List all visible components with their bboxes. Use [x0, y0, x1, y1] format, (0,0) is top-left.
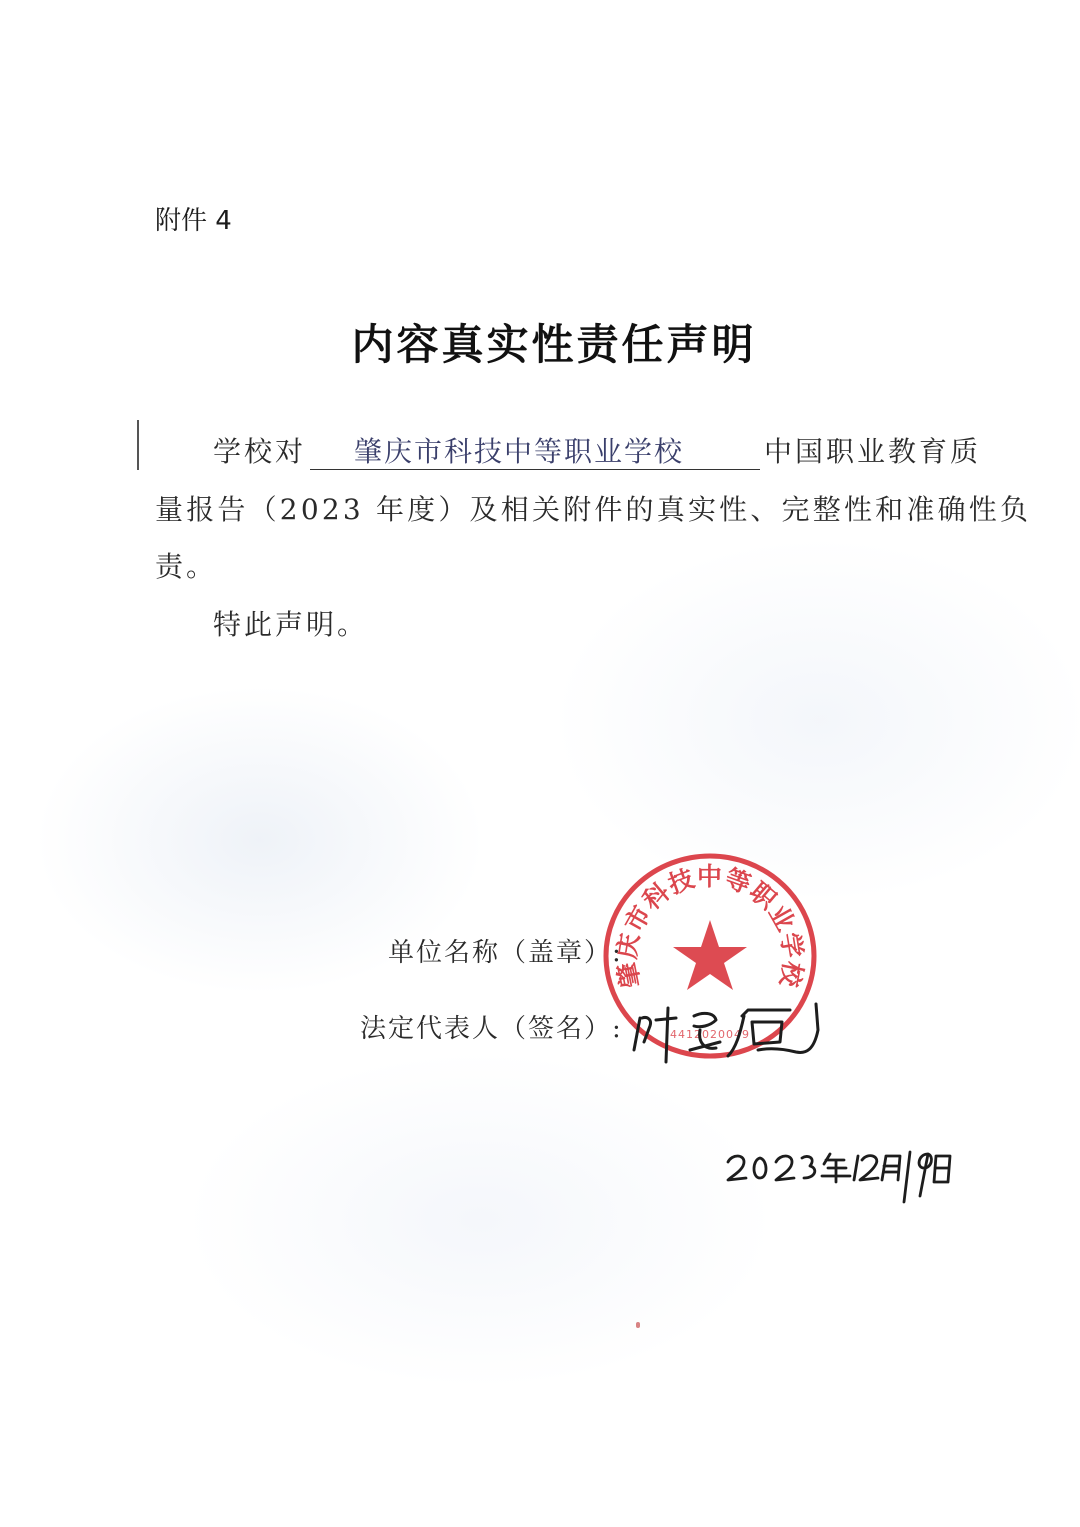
handwritten-date — [722, 1140, 962, 1210]
handwritten-signature — [620, 990, 830, 1070]
margin-mark — [137, 420, 139, 470]
svg-text:4412020049: 4412020049 — [670, 1028, 750, 1041]
line1-suffix: 中国职业教育质 — [764, 435, 982, 468]
legal-representative-label: 法定代表人（签名）: — [360, 1014, 623, 1044]
closing-statement: 特此声明。 — [213, 608, 369, 641]
attachment-label: 附件 4 — [155, 206, 232, 236]
line1-prefix: 学校对 — [213, 435, 307, 468]
unit-name-label: 单位名称（盖章）: — [388, 938, 623, 968]
body-line-1 — [213, 430, 981, 470]
school-name-field: 肇庆市科技中等职业学校 — [310, 435, 760, 470]
ink-speck — [636, 1322, 640, 1328]
body-line-3: 责。 — [155, 550, 218, 583]
page-title: 内容真实性责任声明 — [351, 320, 757, 369]
body-line-2: 量报告（2023 年度）及相关附件的真实性、完整性和准确性负 — [155, 493, 1032, 526]
svg-text:肇庆市科技中等职业学校: 肇庆市科技中等职业学校 — [612, 861, 808, 991]
